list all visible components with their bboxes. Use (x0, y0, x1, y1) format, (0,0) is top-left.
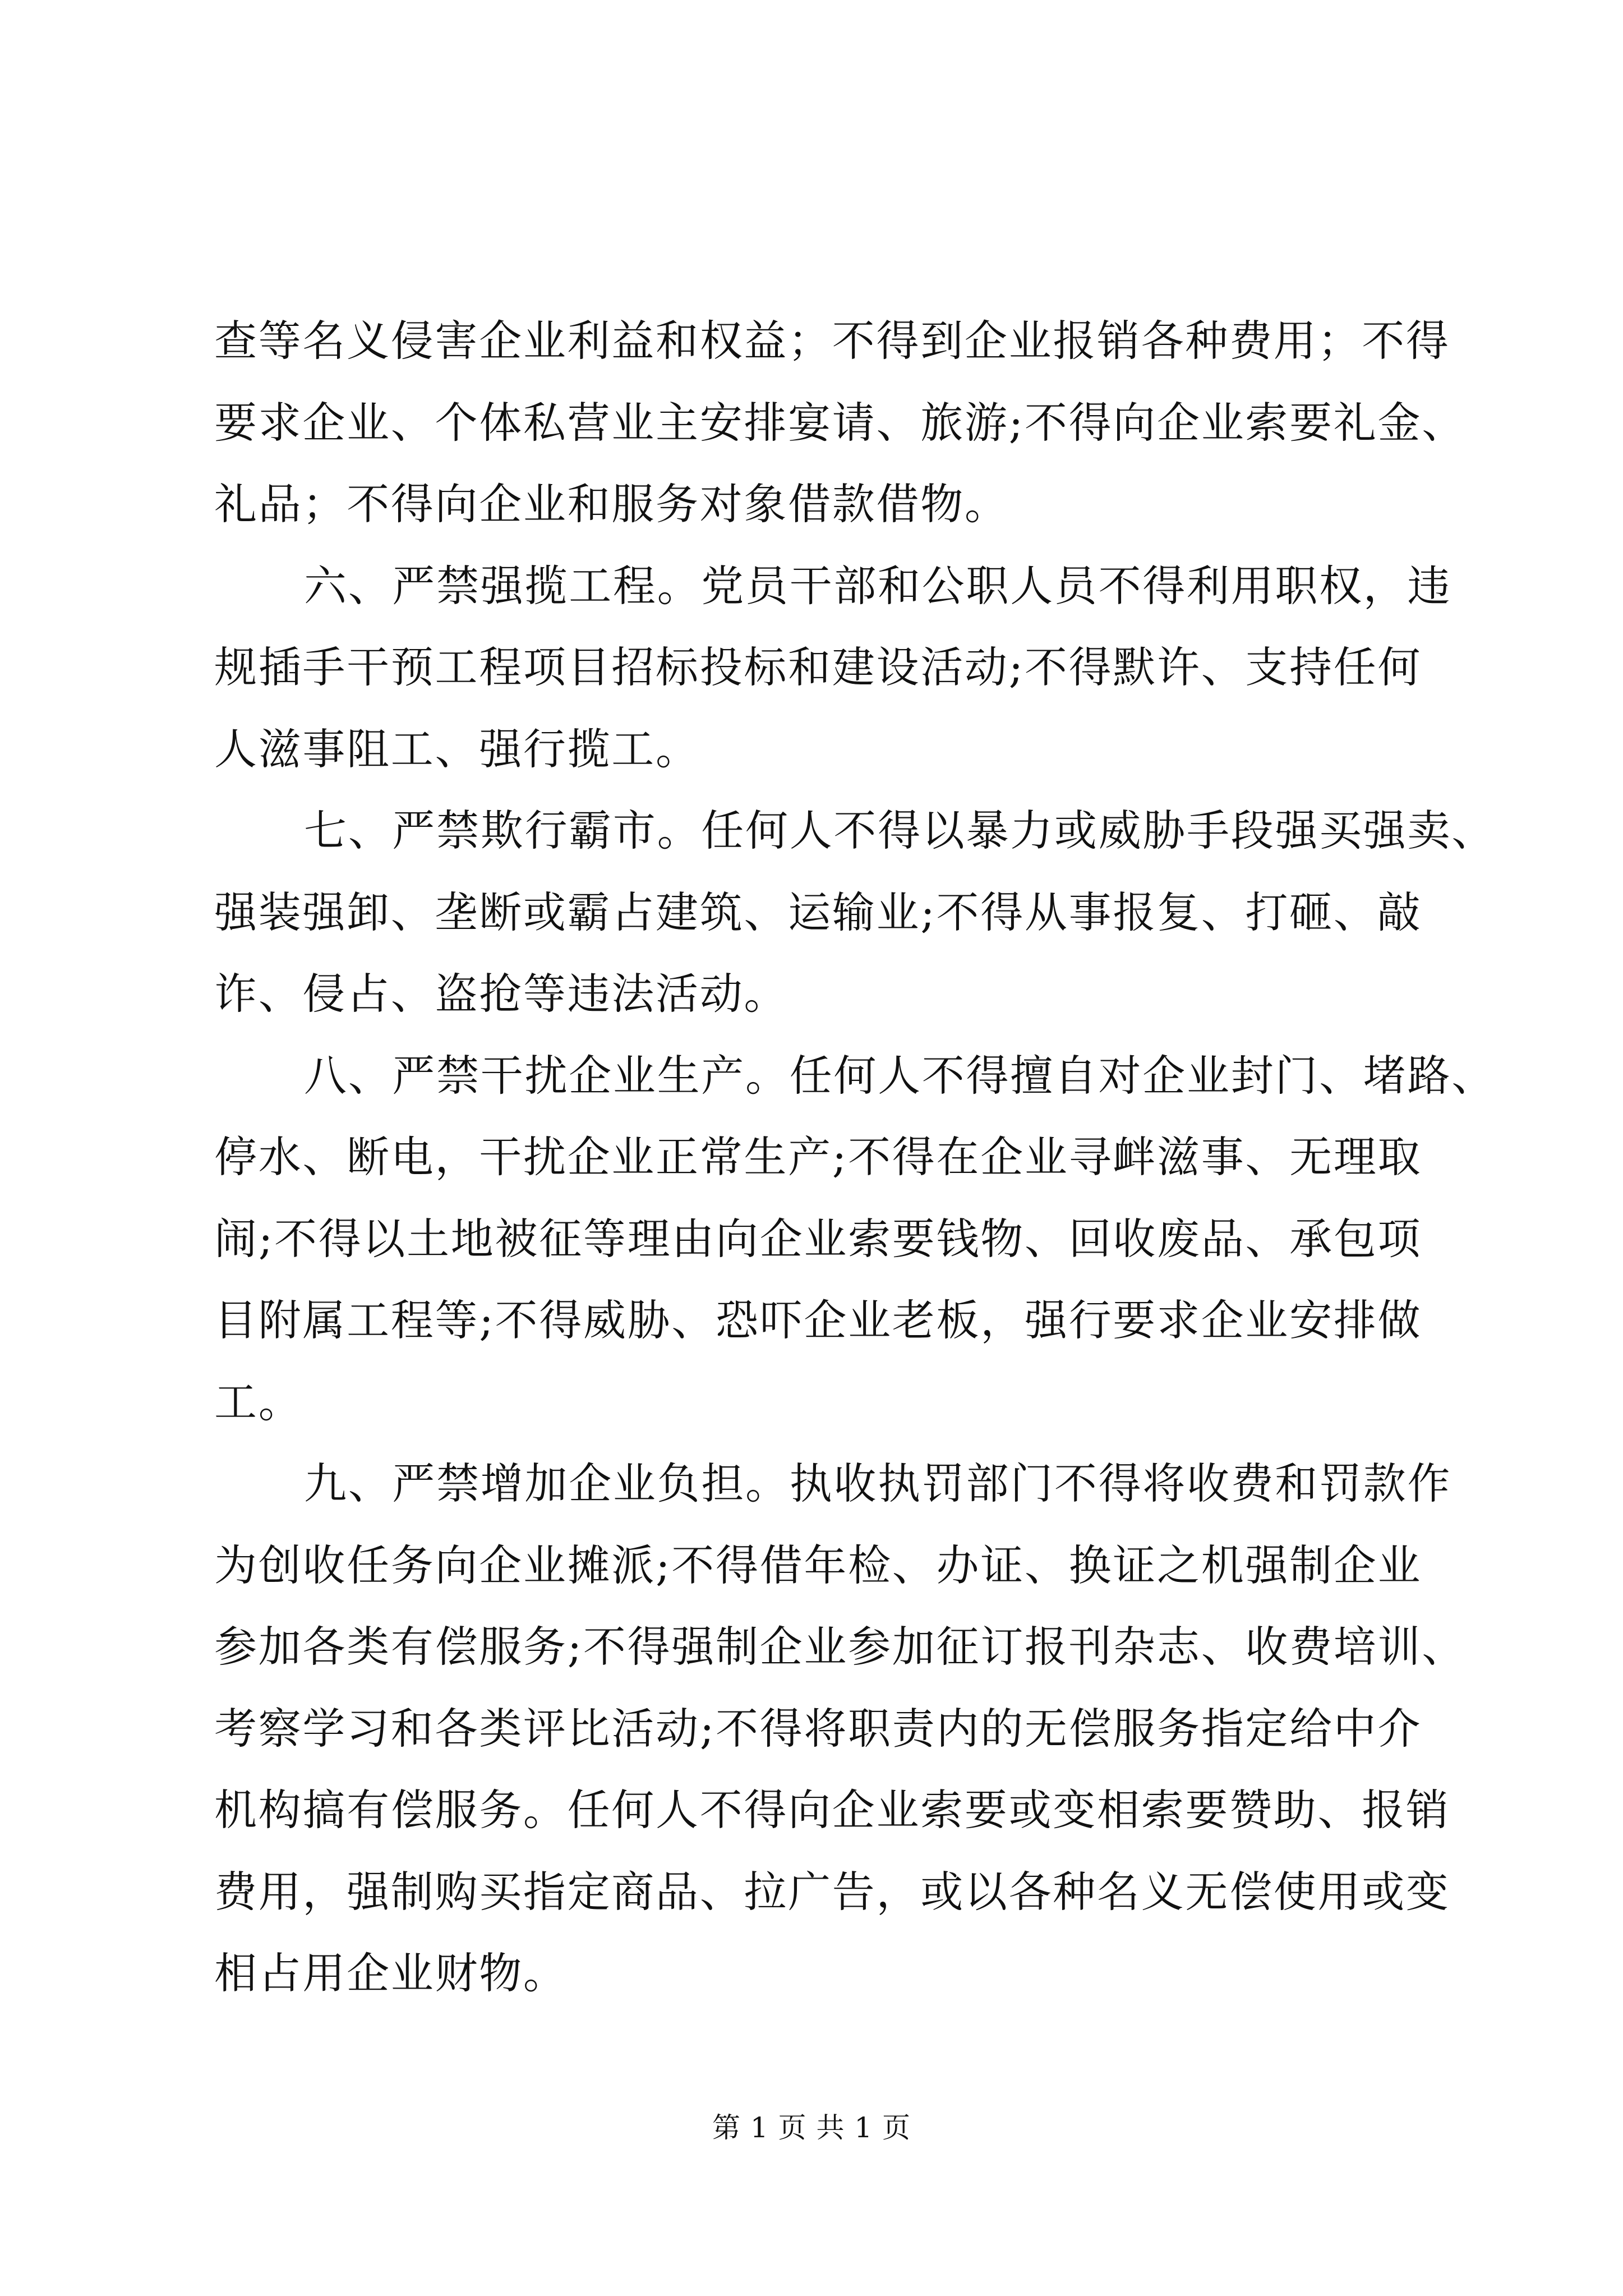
text-line: 礼品；不得向企业和服务对象借款借物。 (214, 479, 1009, 529)
text-line: 诈、侵占、盗抢等违法活动。 (214, 969, 789, 1019)
paragraph-continuation (214, 300, 1466, 545)
text-line: 费用，强制购买指定商品、拉广告，或以各种名义无偿使用或变 (214, 1866, 1450, 1917)
text-line: 人滋事阻工、强行揽工。 (214, 724, 700, 774)
text-line: 机构搞有偿服务。任何人不得向企业索要或变相索要赞助、报销 (214, 1785, 1450, 1835)
page-number-footer: 第 1 页 共 1 页 (712, 2111, 911, 2144)
text-line: 为创收任务向企业摊派;不得借年检、办证、换证之机强制企业 (214, 1540, 1422, 1590)
text-line: 相占用企业财物。 (214, 1948, 568, 1998)
text-line: 工。 (214, 1377, 303, 1427)
text-line: 九、严禁增加企业负担。执收执罚部门不得将收费和罚款作 (304, 1458, 1452, 1508)
text-line: 查等名义侵害企业利益和权益；不得到企业报销各种费用；不得 (214, 316, 1450, 366)
text-line: 强装强卸、垄断或霸占建筑、运输业;不得从事报复、打砸、敲 (214, 887, 1422, 937)
document-body (214, 300, 1496, 2014)
text-line: 闹;不得以土地被征等理由向企业索要钱物、回收废品、承包项 (214, 1213, 1422, 1264)
paragraph-nine (214, 1443, 1466, 2014)
text-line: 八、严禁干扰企业生产。任何人不得擅自对企业封门、堵路、 (304, 1050, 1496, 1101)
text-line: 停水、断电，干扰企业正常生产;不得在企业寻衅滋事、无理取 (214, 1132, 1422, 1182)
text-line: 参加各类有偿服务;不得强制企业参加征订报刊杂志、收费培训、 (214, 1622, 1466, 1672)
text-line: 规插手干预工程项目招标投标和建设活动;不得默许、支持任何 (214, 642, 1422, 692)
text-line: 六、严禁强揽工程。党员干部和公职人员不得利用职权，违 (304, 560, 1452, 611)
paragraph-seven (214, 790, 1496, 1035)
paragraph-eight (214, 1035, 1496, 1443)
text-line: 目附属工程等;不得威胁、恐吓企业老板，强行要求企业安排做 (214, 1295, 1422, 1345)
text-line: 考察学习和各类评比活动;不得将职责内的无偿服务指定给中介 (214, 1703, 1422, 1754)
text-line: 要求企业、个体私营业主安排宴请、旅游;不得向企业索要礼金、 (214, 397, 1466, 448)
text-line: 七、严禁欺行霸市。任何人不得以暴力或威胁手段强买强卖、 (304, 806, 1496, 855)
paragraph-six (214, 545, 1452, 790)
